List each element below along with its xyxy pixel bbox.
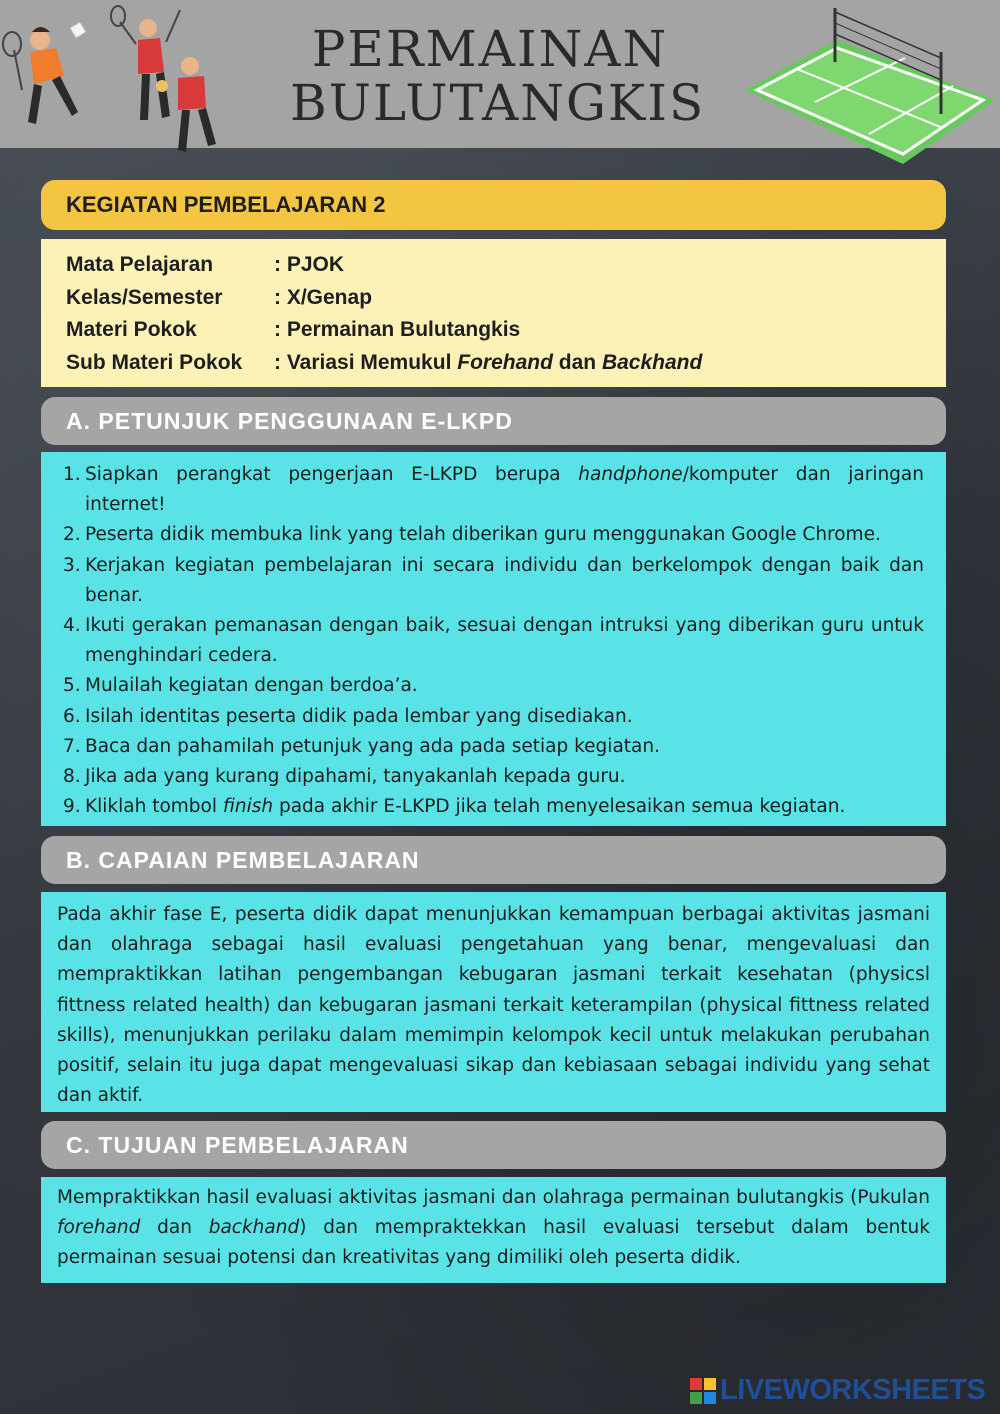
objective-text-emphasis: backhand bbox=[208, 1217, 300, 1239]
step-text-part: pada akhir E-LKPD jika telah menyelesaikan semua kegiatan. bbox=[273, 796, 846, 818]
objective-text-part: Mempraktikkan hasil evaluasi aktivitas jasmani dan olahraga permainan bulutangkis (Pukulan bbox=[57, 1187, 930, 1208]
info-row-topic bbox=[66, 314, 946, 347]
info-label: Materi Pokok bbox=[66, 318, 197, 341]
objective-text-part: ) dan mempraktekkan hasil evaluasi tersebut dalam bentuk permainan sesuai potensi dan kreativitas yang dimiliki oleh peserta didik. bbox=[57, 1217, 930, 1269]
learning-objectives-text bbox=[41, 1177, 946, 1283]
step-text: Baca dan pahamilah petunjuk yang ada pada setiap kegiatan. bbox=[85, 735, 660, 757]
info-label: Sub Materi Pokok bbox=[66, 350, 243, 374]
list-item bbox=[63, 460, 924, 520]
info-value-emphasis: Backhand bbox=[601, 350, 703, 374]
step-number: 8. bbox=[63, 766, 81, 788]
step-text bbox=[85, 460, 924, 520]
badminton-court-illustration bbox=[745, 4, 995, 168]
list-item bbox=[63, 551, 924, 611]
liveworksheets-logo-icon bbox=[690, 1378, 716, 1404]
learning-outcomes-text: Pada akhir fase E, peserta didik dapat menunjukkan kemampuan berbagai aktivitas jasmani dan olahraga sebagai hasil evaluasi pengetahuan yang benar, mengevaluasi dan mempraktikkan latihan pengembangan kebugaran jasmani terkait kesehatan (physicsl fittness related health) dan kebugaran jasmani terkait keterampilan (physical fittness related skills), menunjukkan perilaku dalam memimpin kelompok kecil untuk melakukan perubahan positif, selain itu juga dapat mengevaluasi sikap dan kebiasaan sebagai individu yang sehat dan aktif. bbox=[41, 892, 946, 1112]
step-text-emphasis: finish bbox=[222, 796, 274, 818]
section-a-heading: A. PETUNJUK PENGGUNAAN E-LKPD bbox=[41, 397, 946, 445]
step-text-part: Siapkan perangkat pengerjaan E-LKPD berupa bbox=[85, 464, 579, 485]
info-value: : PJOK bbox=[274, 253, 345, 276]
info-value-emphasis: Forehand bbox=[457, 350, 553, 374]
info-row-subtopic bbox=[66, 347, 946, 380]
step-number: 1. bbox=[63, 464, 81, 485]
info-value: : Permainan Bulutangkis bbox=[274, 318, 521, 341]
liveworksheets-watermark[interactable] bbox=[690, 1374, 985, 1407]
list-item bbox=[63, 671, 924, 701]
info-value-part: : Variasi Memukul bbox=[274, 350, 458, 374]
step-number: 5. bbox=[63, 675, 81, 697]
title-line-2: BULUTANGKIS bbox=[290, 74, 706, 132]
step-text: Mulailah kegiatan dengan berdoa’a. bbox=[85, 675, 418, 697]
badminton-players-illustration bbox=[0, 0, 230, 160]
info-row-class bbox=[66, 282, 946, 315]
step-number: 6. bbox=[63, 705, 81, 727]
title-line-1: PERMAINAN bbox=[311, 20, 669, 78]
step-text: Jika ada yang kurang dipahami, tanyakanlah kepada guru. bbox=[85, 766, 626, 788]
objective-text-part: dan bbox=[140, 1217, 209, 1239]
step-number: 3. bbox=[63, 554, 81, 576]
step-text: Isilah identitas peserta didik pada lembar yang disediakan. bbox=[85, 705, 633, 727]
step-text: Kerjakan kegiatan pembelajaran ini secara individu dan berkelompok dengan baik dan benar. bbox=[85, 554, 924, 606]
info-label: Mata Pelajaran bbox=[66, 253, 214, 276]
instructions-list bbox=[41, 452, 946, 826]
step-text: Ikuti gerakan pemanasan dengan baik, sesuai dengan intruksi yang diberikan guru untuk menghindari cedera. bbox=[85, 615, 924, 667]
list-item bbox=[63, 520, 924, 550]
list-item bbox=[63, 611, 924, 671]
section-c-heading: C. TUJUAN PEMBELAJARAN bbox=[41, 1121, 946, 1169]
info-label: Kelas/Semester bbox=[66, 285, 223, 309]
step-number: 2. bbox=[63, 524, 81, 546]
step-text-emphasis: handphone bbox=[578, 464, 683, 485]
info-row-subject bbox=[66, 249, 946, 282]
section-b-heading: B. CAPAIAN PEMBELAJARAN bbox=[41, 836, 946, 884]
objective-text-emphasis: forehand bbox=[57, 1217, 141, 1239]
activity-heading: KEGIATAN PEMBELAJARAN 2 bbox=[41, 180, 946, 230]
list-item bbox=[63, 792, 924, 822]
list-item bbox=[63, 732, 924, 762]
step-text-part: Kliklah tombol bbox=[85, 796, 223, 818]
info-value-part: dan bbox=[552, 350, 602, 374]
identity-panel bbox=[41, 239, 946, 387]
step-text: Peserta didik membuka link yang telah diberikan guru menggunakan Google Chrome. bbox=[85, 524, 881, 546]
info-value bbox=[274, 347, 702, 380]
page-title bbox=[290, 20, 706, 132]
list-item bbox=[63, 702, 924, 732]
step-text bbox=[85, 792, 924, 822]
step-number: 4. bbox=[63, 615, 81, 637]
step-text-part: /komputer dan jaringan internet! bbox=[85, 464, 924, 516]
step-number: 7. bbox=[63, 735, 81, 757]
list-item bbox=[63, 762, 924, 792]
watermark-text: LIVEWORKSHEETS bbox=[720, 1374, 986, 1406]
info-value: : X/Genap bbox=[274, 285, 373, 309]
step-number: 9. bbox=[63, 796, 81, 818]
